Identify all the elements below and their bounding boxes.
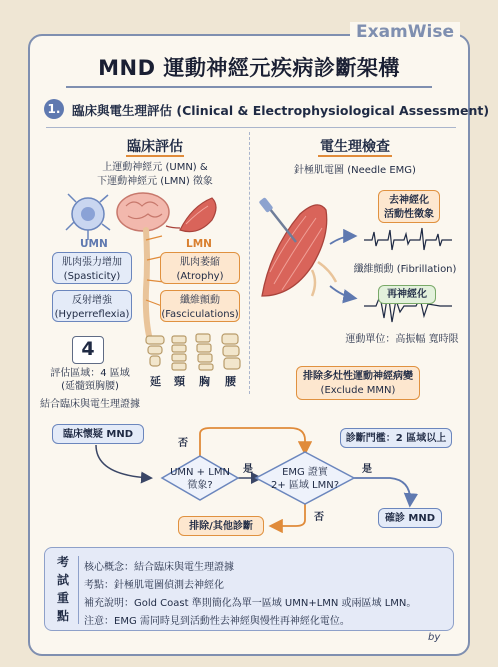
umn-sign-hyperreflexia — [52, 290, 132, 322]
reinnervation-box — [378, 285, 436, 304]
key-point-4: 注意：EMG 需同時見到活動性去神經與慢性再神經化電位。 — [84, 616, 350, 627]
key-points-separator — [78, 556, 79, 624]
no-label-1: 否 — [178, 438, 188, 449]
lmn-sign-1-en: (Atrophy) — [176, 270, 224, 282]
decision-1-line-1: UMN + LMN — [170, 467, 230, 478]
exclude-mmn-box — [296, 366, 420, 400]
decision-1-text — [162, 466, 238, 492]
footer-credit: by — [428, 632, 441, 643]
needle-icon — [259, 197, 296, 242]
segment-thoracic: 胸 — [199, 375, 210, 388]
exclude-other-box: 排除/其他診斷 — [178, 516, 264, 536]
lmn-muscle-icon — [166, 198, 216, 232]
key-point-2: 考點：針極肌電圖偵測去神經化 — [84, 580, 224, 591]
lmn-sign-1-zh: 肌肉萎縮 — [180, 257, 220, 268]
umn-sign-1-zh: 肌肉張力增加 — [62, 257, 122, 268]
confirm-mnd-box: 確診 MND — [378, 508, 442, 528]
section-title: 臨床與電生理評估 (Clinical & Electrophysiological Assessment) — [72, 103, 490, 118]
emg-muscle-icon — [262, 205, 336, 296]
regions-count: 4 — [72, 336, 104, 364]
threshold-box: 診斷門檻：2 區域以上 — [340, 428, 452, 448]
key-points-tag — [52, 553, 74, 625]
reinnervation-label: 再神經化 — [387, 289, 427, 300]
decision-2-line-1: EMG 證實 — [282, 467, 328, 478]
flow-start-box: 臨床懷疑 MND — [52, 424, 144, 444]
lmn-label: LMN — [186, 238, 212, 250]
umn-neuron-icon — [66, 194, 110, 240]
key-tag-char-3: 重 — [56, 591, 69, 605]
umn-sign-2-en: (Hyperreflexia) — [54, 308, 130, 320]
segment-bulbar: 延 — [150, 375, 161, 388]
page-title: MND 運動神經元疾病診斷架構 — [98, 56, 400, 80]
decision-1-line-2: 徵象? — [187, 480, 213, 491]
no-label-2: 否 — [314, 512, 324, 523]
decision-2-text — [256, 466, 354, 492]
motor-unit-label: 運動單位：高振幅 寬時限 — [345, 334, 459, 345]
lmn-sign-2-zh: 纖維顫動 — [180, 295, 220, 306]
lmn-sign-2-en: (Fasciculations) — [161, 308, 239, 320]
active-denervation-box — [378, 190, 440, 223]
segment-cervical: 頸 — [174, 375, 185, 388]
yes-label-1: 是 — [243, 464, 253, 475]
regions-line-2: (延髓頸胸腰) — [61, 381, 119, 392]
decision-2-line-2: 2+ 區域 LMN? — [270, 480, 340, 491]
umn-label: UMN — [80, 238, 108, 250]
key-tag-char-1: 考 — [56, 555, 69, 569]
lmn-sign-fasciculations — [160, 290, 240, 322]
clinical-header: 臨床評估 — [127, 139, 183, 155]
brand-logo: ExamWise — [350, 22, 460, 42]
fibrillation-label: 纖維顫動 (Fibrillation) — [353, 264, 457, 275]
clinical-subtitle-1: 上運動神經元 (UMN) & — [102, 162, 208, 173]
electro-header: 電生理檢查 — [320, 139, 390, 155]
key-tag-char-2: 試 — [56, 573, 69, 587]
lmn-sign-atrophy — [160, 252, 240, 284]
clinical-subtitle-2: 下運動神經元 (LMN) 徵象 — [97, 176, 213, 187]
exclude-mmn-en: (Exclude MMN) — [320, 384, 396, 396]
electro-subtitle: 針極肌電圖 (Needle EMG) — [294, 165, 416, 176]
electro-header-underline — [318, 155, 392, 157]
section-number: 1. — [44, 99, 64, 119]
key-point-1: 核心概念：結合臨床與電生理證據 — [84, 562, 234, 573]
regions-line-1: 評估區域：4 區域 — [50, 368, 130, 379]
active-denervation-line-1: 去神經化 — [389, 195, 429, 206]
key-tag-char-4: 點 — [56, 609, 69, 623]
spine-segments-icon — [146, 334, 240, 370]
active-denervation-line-2: 活動性徵象 — [384, 208, 434, 220]
combine-note: 結合臨床與電生理證據 — [40, 399, 140, 410]
umn-sign-2-zh: 反射增強 — [72, 295, 112, 306]
umn-sign-spasticity — [52, 252, 132, 284]
umn-sign-1-en: (Spasticity) — [63, 270, 121, 282]
exclude-mmn-zh: 排除多灶性運動神經病變 — [303, 371, 413, 382]
fibrillation-waveform — [364, 228, 452, 250]
key-point-3: 補充說明：Gold Coast 準則簡化為單一區域 UMN+LMN 或兩區域 LMN。 — [84, 598, 417, 609]
segment-lumbar: 腰 — [225, 375, 236, 388]
yes-label-2: 是 — [362, 464, 372, 475]
